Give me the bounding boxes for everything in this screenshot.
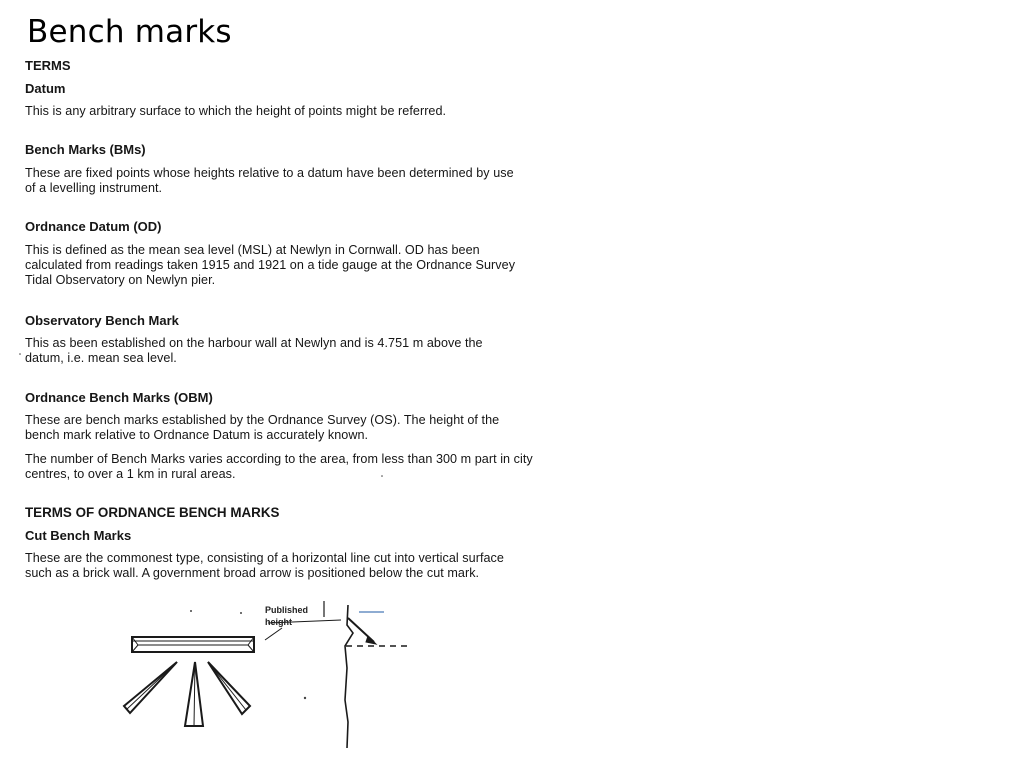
section-paragraph-ordnance-datum: This is defined as the mean sea level (MSL) at Newlyn in Cornwall. OD has been calculated from readings taken 1915 and 1921 on a tide gauge at the Ordnance Survey Tidal Observatory on Newlyn pier. (25, 243, 516, 288)
cut-bm-heading: Cut Bench Marks (25, 528, 132, 543)
section-heading-datum: Datum (25, 81, 66, 96)
scan-specks (19, 353, 383, 699)
section-paragraph-observatory-bm: This as been established on the harbour wall at Newlyn and is 4.751 m above the datum, i.e. mean sea level. (25, 336, 483, 366)
obm-terms-heading: TERMS OF ORDNANCE BENCH MARKS (25, 505, 280, 520)
section-paragraph-bench-marks: These are fixed points whose heights relative to a datum have been determined by use of a levelling instrument. (25, 166, 514, 196)
section-heading-obm: Ordnance Bench Marks (OBM) (25, 390, 213, 405)
cut-mark-front-view (132, 637, 254, 652)
broad-arrow-icon (124, 662, 250, 726)
published-height-label: Published height (265, 605, 309, 627)
section-paragraph-datum: This is any arbitrary surface to which the height of points might be referred. (25, 104, 447, 118)
section-paragraph-obm-2: The number of Bench Marks varies according to the area, from less than 300 m part in city centres, to over a 1 km in rural areas. (25, 452, 533, 482)
section-heading-ordnance-datum: Ordnance Datum (OD) (25, 219, 162, 234)
section-heading-observatory-bm: Observatory Bench Mark (25, 313, 179, 328)
cut-bm-paragraph: These are the commonest type, consisting of a horizontal line cut into vertical surface such as a brick wall. A government broad arrow is positioned below the cut mark. (25, 551, 504, 581)
section-paragraph-obm-1: These are bench marks established by the Ordnance Survey (OS). The height of the bench mark relative to Ordnance Datum is accurately known. (25, 413, 500, 443)
slide-title: Bench marks (27, 14, 232, 50)
cut-line-bar (132, 637, 254, 652)
terms-heading: TERMS (25, 58, 71, 73)
section-heading-bench-marks: Bench Marks (BMs) (25, 142, 146, 157)
